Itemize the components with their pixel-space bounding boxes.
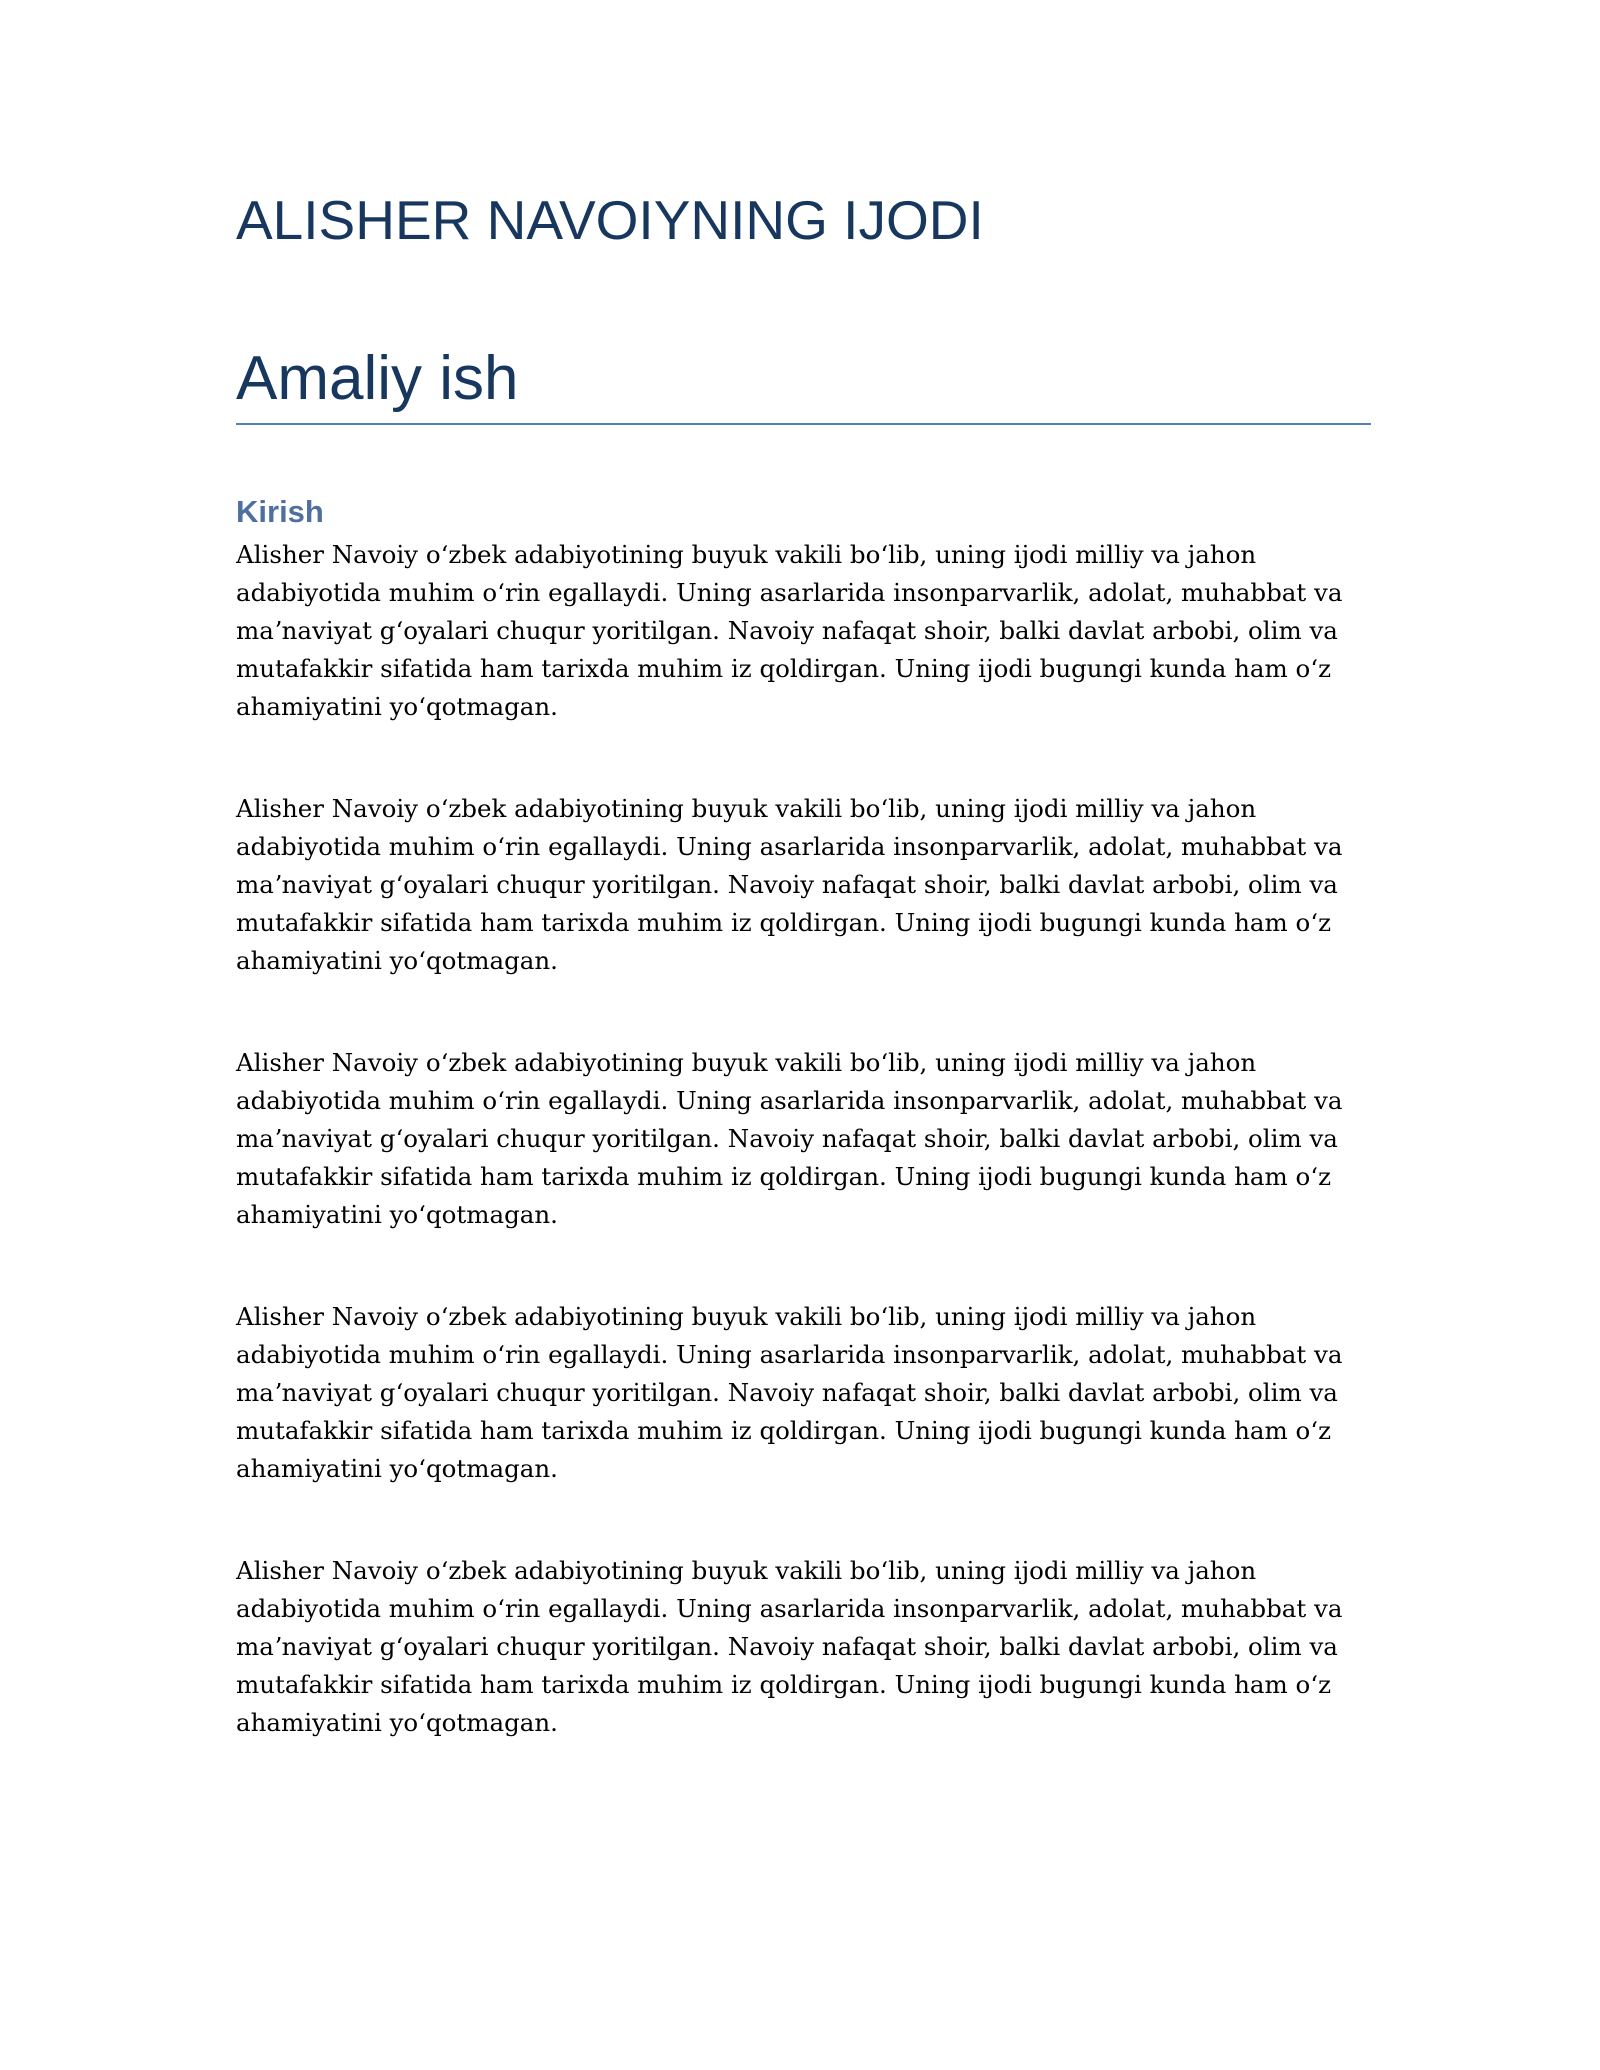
subtitle-block — [236, 343, 1371, 425]
paragraph-3: Alisher Navoiy oʻzbek adabiyotining buyuk vakili boʻlib, uning ijodi milliy va jahon adabiyotida muhim oʻrin egallaydi. Uning asarlarida insonparvarlik, adolat, muhabbat va maʼnaviyat gʻoyalari chuqur yoritilgan. Navoiy nafaqat shoir, balki davlat arbobi, olim va mutafakkir sifatida ham tarixda muhim iz qoldirgan. Uning ijodi bugungi kunda ham oʻz ahamiyatini yoʻqotmagan. — [236, 1047, 1343, 1229]
paragraph-5: Alisher Navoiy oʻzbek adabiyotining buyuk vakili boʻlib, uning ijodi milliy va jahon adabiyotida muhim oʻrin egallaydi. Uning asarlarida insonparvarlik, adolat, muhabbat va maʼnaviyat gʻoyalari chuqur yoritilgan. Navoiy nafaqat shoir, balki davlat arbobi, olim va mutafakkir sifatida ham tarixda muhim iz qoldirgan. Uning ijodi bugungi kunda ham oʻz ahamiyatini yoʻqotmagan. — [236, 1555, 1343, 1737]
paragraph-4: Alisher Navoiy oʻzbek adabiyotining buyuk vakili boʻlib, uning ijodi milliy va jahon adabiyotida muhim oʻrin egallaydi. Uning asarlarida insonparvarlik, adolat, muhabbat va maʼnaviyat gʻoyalari chuqur yoritilgan. Navoiy nafaqat shoir, balki davlat arbobi, olim va mutafakkir sifatida ham tarixda muhim iz qoldirgan. Uning ijodi bugungi kunda ham oʻz ahamiyatini yoʻqotmagan. — [236, 1301, 1343, 1483]
paragraph-2: Alisher Navoiy oʻzbek adabiyotining buyuk vakili boʻlib, uning ijodi milliy va jahon adabiyotida muhim oʻrin egallaydi. Uning asarlarida insonparvarlik, adolat, muhabbat va maʼnaviyat gʻoyalari chuqur yoritilgan. Navoiy nafaqat shoir, balki davlat arbobi, olim va mutafakkir sifatida ham tarixda muhim iz qoldirgan. Uning ijodi bugungi kunda ham oʻz ahamiyatini yoʻqotmagan. — [236, 793, 1343, 975]
paragraph-1: Alisher Navoiy oʻzbek adabiyotining buyuk vakili boʻlib, uning ijodi milliy va jahon adabiyotida muhim oʻrin egallaydi. Uning asarlarida insonparvarlik, adolat, muhabbat va maʼnaviyat gʻoyalari chuqur yoritilgan. Navoiy nafaqat shoir, balki davlat arbobi, olim va mutafakkir sifatida ham tarixda muhim iz qoldirgan. Uning ijodi bugungi kunda ham oʻz ahamiyatini yoʻqotmagan. — [236, 539, 1343, 721]
document-subtitle: Amaliy ish — [236, 343, 519, 413]
document-body — [236, 190, 1371, 1742]
document-title: ALISHER NAVOIYNING IJODI — [236, 189, 984, 251]
section-heading-kirish: Kirish — [236, 493, 324, 529]
